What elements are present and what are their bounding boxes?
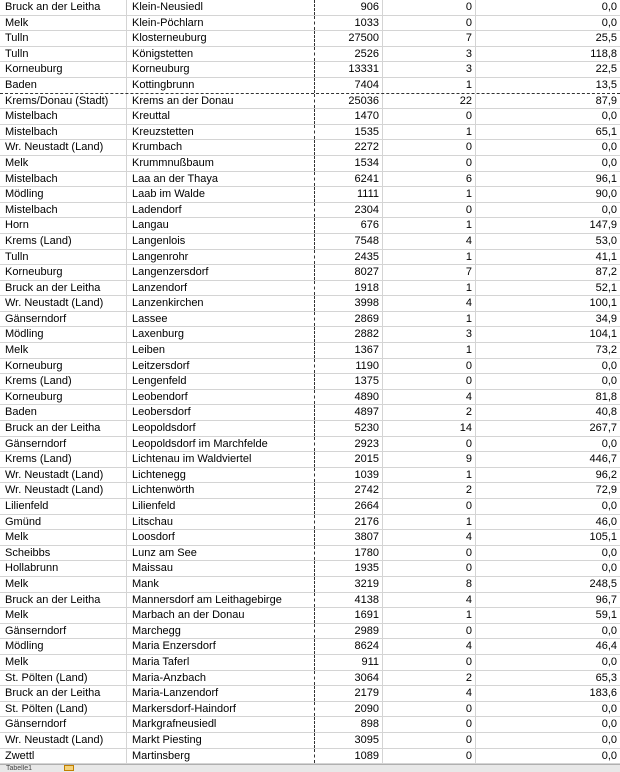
district-cell[interactable]: Mödling (0, 327, 127, 342)
population-cell[interactable]: 906 (315, 0, 383, 15)
district-cell[interactable]: Gänserndorf (0, 312, 127, 327)
rate-cell[interactable]: 65,1 (595, 125, 617, 138)
cases-cell[interactable]: 9 (383, 452, 476, 467)
cases-cell[interactable]: 0 (383, 561, 476, 576)
population-cell[interactable]: 2664 (315, 499, 383, 514)
cases-cell[interactable]: 4 (383, 593, 476, 608)
rate-cell[interactable]: 72,9 (595, 484, 617, 497)
rate-cell[interactable]: 446,7 (589, 453, 617, 466)
municipality-cell[interactable]: Lanzendorf (127, 281, 315, 296)
table-row (0, 468, 620, 484)
cases-cell[interactable]: 0 (383, 109, 476, 124)
table-row (0, 296, 620, 312)
rate-cell[interactable]: 96,1 (595, 172, 617, 185)
municipality-cell[interactable]: Mank (127, 577, 315, 592)
population-cell[interactable]: 2923 (315, 437, 383, 452)
municipality-cell[interactable]: Maissau (127, 561, 315, 576)
rate-cell[interactable]: 0,0 (601, 16, 617, 29)
rate-cell[interactable]: 96,2 (595, 468, 617, 481)
municipality-cell[interactable]: Lichtenwörth (127, 483, 315, 498)
district-cell[interactable]: Melk (0, 343, 127, 358)
cases-cell[interactable]: 0 (383, 733, 476, 748)
table-row (0, 530, 620, 546)
district-cell[interactable]: St. Pölten (Land) (0, 702, 127, 717)
table-row (0, 343, 620, 359)
population-cell[interactable]: 1089 (315, 749, 383, 764)
table-row (0, 47, 620, 63)
municipality-cell[interactable]: Martinsberg (127, 749, 315, 764)
municipality-cell[interactable]: Lichtenegg (127, 468, 315, 483)
cases-cell[interactable]: 1 (383, 312, 476, 327)
district-cell[interactable]: Melk (0, 16, 127, 31)
table-row (0, 499, 620, 515)
table-row (0, 733, 620, 749)
population-cell[interactable]: 2304 (315, 203, 383, 218)
table-row (0, 359, 620, 375)
municipality-cell[interactable]: Leitzersdorf (127, 359, 315, 374)
rate-cell[interactable]: 90,0 (595, 188, 617, 201)
table-row (0, 702, 620, 718)
population-cell[interactable]: 1470 (315, 109, 383, 124)
table-row (0, 94, 620, 110)
municipality-cell[interactable]: Königstetten (127, 47, 315, 62)
cases-cell[interactable]: 0 (383, 717, 476, 732)
table-row (0, 0, 620, 16)
sheet-tab-active[interactable]: Tabelle1 (6, 765, 33, 772)
table-row (0, 655, 620, 671)
table-row (0, 390, 620, 406)
municipality-cell[interactable]: Maria Taferl (127, 655, 315, 670)
table-row (0, 281, 620, 297)
population-cell[interactable]: 1039 (315, 468, 383, 483)
population-cell[interactable]: 2869 (315, 312, 383, 327)
municipality-cell[interactable]: Laab im Walde (127, 187, 315, 202)
district-cell[interactable]: Baden (0, 405, 127, 420)
rate-cell[interactable]: 267,7 (589, 422, 617, 435)
table-row (0, 327, 620, 343)
rate-cell[interactable]: 40,8 (595, 406, 617, 419)
municipality-cell[interactable]: Maria Enzersdorf (127, 639, 315, 654)
table-row (0, 686, 620, 702)
table-row (0, 561, 620, 577)
district-cell[interactable]: Zwettl (0, 749, 127, 764)
population-cell[interactable]: 13331 (315, 62, 383, 77)
cases-cell[interactable]: 0 (383, 359, 476, 374)
municipality-cell[interactable]: Korneuburg (127, 62, 315, 77)
cases-cell[interactable]: 4 (383, 296, 476, 311)
district-cell[interactable]: Wr. Neustadt (Land) (0, 733, 127, 748)
population-cell[interactable]: 2435 (315, 250, 383, 265)
cases-cell[interactable]: 0 (383, 140, 476, 155)
rate-cell[interactable]: 118,8 (590, 47, 617, 60)
district-cell[interactable]: Wr. Neustadt (Land) (0, 296, 127, 311)
population-cell[interactable]: 4897 (315, 405, 383, 420)
rate-cell[interactable]: 59,1 (595, 609, 617, 622)
table-row (0, 593, 620, 609)
rate-cell[interactable]: 0,0 (601, 375, 617, 388)
district-cell[interactable]: Mistelbach (0, 172, 127, 187)
rate-cell[interactable]: 87,2 (595, 266, 617, 279)
cases-cell[interactable]: 1 (383, 250, 476, 265)
municipality-cell[interactable]: Lichtenau im Waldviertel (127, 452, 315, 467)
rate-cell[interactable]: 0,0 (601, 141, 617, 154)
table-row (0, 140, 620, 156)
cases-cell[interactable]: 7 (383, 265, 476, 280)
table-row (0, 78, 620, 94)
rate-cell[interactable]: 0,0 (601, 500, 617, 512)
municipality-cell[interactable]: Markt Piesting (127, 733, 315, 748)
population-cell[interactable]: 27500 (315, 31, 383, 46)
rate-cell[interactable]: 0,0 (601, 702, 617, 715)
rate-cell[interactable]: 0,0 (601, 1, 617, 13)
population-cell[interactable]: 3095 (315, 733, 383, 748)
district-cell[interactable]: Mistelbach (0, 203, 127, 218)
cases-cell[interactable]: 2 (383, 483, 476, 498)
table-row (0, 749, 620, 765)
municipality-cell[interactable]: Klein-Pöchlarn (127, 16, 315, 31)
table-row (0, 546, 620, 562)
rate-cell[interactable]: 52,1 (595, 281, 617, 294)
rate-cell[interactable]: 46,0 (595, 515, 617, 528)
cases-cell[interactable]: 4 (383, 686, 476, 701)
cases-cell[interactable]: 2 (383, 405, 476, 420)
rate-cell[interactable]: 0,0 (601, 156, 617, 169)
district-cell[interactable]: Wr. Neustadt (Land) (0, 140, 127, 155)
municipality-cell[interactable]: Maria-Lanzendorf (127, 686, 315, 701)
rate-cell[interactable]: 0,0 (601, 110, 617, 123)
cases-cell[interactable]: 0 (383, 655, 476, 670)
district-cell[interactable]: Gänserndorf (0, 437, 127, 452)
municipality-cell[interactable]: Leobersdorf (127, 405, 315, 420)
population-cell[interactable]: 1534 (315, 156, 383, 171)
district-cell[interactable]: Bruck an der Leitha (0, 686, 127, 701)
table-row (0, 624, 620, 640)
rate-cell[interactable]: 0,0 (601, 203, 617, 216)
municipality-cell[interactable]: Langenrohr (127, 250, 315, 265)
rate-cell[interactable]: 0,0 (601, 655, 617, 668)
table-row (0, 452, 620, 468)
population-cell[interactable]: 898 (315, 717, 383, 732)
rate-cell[interactable]: 105,1 (589, 531, 617, 544)
municipality-cell[interactable]: Mannersdorf am Leithagebirge (127, 593, 315, 608)
population-cell[interactable]: 2090 (315, 702, 383, 717)
table-row (0, 437, 620, 453)
municipality-cell[interactable]: Langenlois (127, 234, 315, 249)
district-cell[interactable]: Wr. Neustadt (Land) (0, 483, 127, 498)
district-cell[interactable]: Bruck an der Leitha (0, 281, 127, 296)
district-cell[interactable]: Bruck an der Leitha (0, 421, 127, 436)
cases-cell[interactable]: 8 (383, 577, 476, 592)
municipality-cell[interactable]: Lilienfeld (127, 499, 315, 514)
district-cell[interactable]: Mödling (0, 187, 127, 202)
municipality-cell[interactable]: Lassee (127, 312, 315, 327)
rate-cell[interactable]: 73,2 (595, 344, 617, 357)
rate-cell[interactable]: 87,9 (595, 94, 617, 107)
cases-cell[interactable]: 0 (383, 0, 476, 15)
table-row (0, 421, 620, 437)
cases-cell[interactable]: 1 (383, 187, 476, 202)
district-cell[interactable]: Bruck an der Leitha (0, 0, 127, 15)
rate-cell[interactable]: 183,6 (589, 687, 617, 700)
table-row (0, 577, 620, 593)
municipality-cell[interactable]: Ladendorf (127, 203, 315, 218)
district-cell[interactable]: St. Pölten (Land) (0, 671, 127, 686)
cases-cell[interactable]: 1 (383, 515, 476, 530)
cases-cell[interactable]: 3 (383, 327, 476, 342)
population-cell[interactable]: 7404 (315, 78, 383, 93)
cases-cell[interactable]: 1 (383, 125, 476, 140)
table-row (0, 671, 620, 687)
population-cell[interactable]: 1190 (315, 359, 383, 374)
cases-cell[interactable]: 6 (383, 172, 476, 187)
rate-cell[interactable]: 0,0 (601, 546, 617, 559)
district-cell[interactable]: Hollabrunn (0, 561, 127, 576)
rate-cell[interactable]: 53,0 (595, 234, 617, 247)
district-cell[interactable]: Gänserndorf (0, 624, 127, 639)
population-cell[interactable]: 3998 (315, 296, 383, 311)
district-cell[interactable]: Krems (Land) (0, 374, 127, 389)
cases-cell[interactable]: 3 (383, 62, 476, 77)
population-cell[interactable]: 4890 (315, 390, 383, 405)
district-cell[interactable]: Tulln (0, 250, 127, 265)
district-cell[interactable]: Korneuburg (0, 62, 127, 77)
cases-cell[interactable]: 0 (383, 702, 476, 717)
cases-cell[interactable]: 7 (383, 31, 476, 46)
district-cell[interactable]: Korneuburg (0, 265, 127, 280)
rate-cell[interactable]: 248,5 (589, 577, 617, 590)
insert-sheet-icon[interactable] (64, 765, 74, 771)
cases-cell[interactable]: 0 (383, 156, 476, 171)
municipality-cell[interactable]: Leopoldsdorf im Marchfelde (127, 437, 315, 452)
municipality-cell[interactable]: Marbach an der Donau (127, 608, 315, 623)
cases-cell[interactable]: 0 (383, 203, 476, 218)
rate-cell[interactable]: 0,0 (601, 733, 617, 746)
municipality-cell[interactable]: Lunz am See (127, 546, 315, 561)
population-cell[interactable]: 25036 (315, 94, 383, 109)
district-cell[interactable]: Mistelbach (0, 109, 127, 124)
cases-cell[interactable]: 1 (383, 343, 476, 358)
population-cell[interactable]: 2176 (315, 515, 383, 530)
district-cell[interactable]: Tulln (0, 31, 127, 46)
population-cell[interactable]: 8624 (315, 639, 383, 654)
municipality-cell[interactable]: Klein-Neusiedl (127, 0, 315, 15)
municipality-cell[interactable]: Kottingbrunn (127, 78, 315, 93)
cases-cell[interactable]: 1 (383, 608, 476, 623)
population-cell[interactable]: 2882 (315, 327, 383, 342)
district-cell[interactable]: Melk (0, 156, 127, 171)
population-cell[interactable]: 1111 (315, 187, 383, 202)
rate-cell[interactable]: 0,0 (601, 437, 617, 450)
cases-cell[interactable]: 0 (383, 437, 476, 452)
rate-cell[interactable]: 0,0 (601, 359, 617, 372)
rate-cell[interactable]: 100,1 (589, 297, 617, 310)
rate-cell[interactable]: 0,0 (601, 562, 617, 575)
table-row (0, 125, 620, 141)
district-cell[interactable]: Korneuburg (0, 359, 127, 374)
population-cell[interactable]: 1918 (315, 281, 383, 296)
district-cell[interactable]: Gänserndorf (0, 717, 127, 732)
cases-cell[interactable]: 4 (383, 390, 476, 405)
district-cell[interactable]: Lilienfeld (0, 499, 127, 514)
municipality-cell[interactable]: Maria-Anzbach (127, 671, 315, 686)
rate-cell[interactable]: 13,5 (595, 78, 617, 91)
district-cell[interactable]: Gmünd (0, 515, 127, 530)
population-cell[interactable]: 8027 (315, 265, 383, 280)
table-row (0, 16, 620, 32)
municipality-cell[interactable]: Kreuzstetten (127, 125, 315, 140)
table-row (0, 312, 620, 328)
population-cell[interactable]: 3219 (315, 577, 383, 592)
population-cell[interactable]: 2526 (315, 47, 383, 62)
table-row (0, 639, 620, 655)
population-cell[interactable]: 3807 (315, 530, 383, 545)
district-cell[interactable]: Mistelbach (0, 125, 127, 140)
cases-cell[interactable]: 0 (383, 499, 476, 514)
table-row (0, 31, 620, 47)
table-row (0, 62, 620, 78)
rate-cell[interactable]: 65,3 (595, 671, 617, 684)
population-cell[interactable]: 2179 (315, 686, 383, 701)
table-row (0, 717, 620, 733)
municipality-cell[interactable]: Krummnußbaum (127, 156, 315, 171)
district-cell[interactable]: Krems (Land) (0, 234, 127, 249)
rate-cell[interactable]: 147,9 (589, 219, 617, 232)
population-cell[interactable]: 1935 (315, 561, 383, 576)
rate-cell[interactable]: 96,7 (595, 593, 617, 606)
district-cell[interactable]: Krems (Land) (0, 452, 127, 467)
table-row (0, 250, 620, 266)
population-cell[interactable]: 1367 (315, 343, 383, 358)
cases-cell[interactable]: 0 (383, 749, 476, 764)
population-cell[interactable]: 1780 (315, 546, 383, 561)
rate-cell[interactable]: 104,1 (589, 328, 617, 341)
table-row (0, 515, 620, 531)
population-cell[interactable]: 6241 (315, 172, 383, 187)
cases-cell[interactable]: 2 (383, 671, 476, 686)
rate-cell[interactable]: 0,0 (601, 718, 617, 731)
district-cell[interactable]: Horn (0, 218, 127, 233)
population-cell[interactable]: 911 (315, 655, 383, 670)
table-row (0, 374, 620, 390)
municipality-cell[interactable]: Markgrafneusiedl (127, 717, 315, 732)
table-row (0, 156, 620, 172)
table-row (0, 608, 620, 624)
district-cell[interactable]: Tulln (0, 47, 127, 62)
cases-cell[interactable]: 4 (383, 234, 476, 249)
municipality-cell[interactable]: Langenzersdorf (127, 265, 315, 280)
municipality-cell[interactable]: Klosterneuburg (127, 31, 315, 46)
rate-cell[interactable]: 46,4 (595, 640, 617, 653)
municipality-cell[interactable]: Leobendorf (127, 390, 315, 405)
municipality-cell[interactable]: Leopoldsdorf (127, 421, 315, 436)
table-row (0, 187, 620, 203)
population-cell[interactable]: 5230 (315, 421, 383, 436)
district-cell[interactable]: Krems/Donau (Stadt) (0, 94, 127, 109)
rate-cell[interactable]: 81,8 (595, 390, 617, 403)
municipality-cell[interactable]: Litschau (127, 515, 315, 530)
population-cell[interactable]: 2742 (315, 483, 383, 498)
district-cell[interactable]: Baden (0, 78, 127, 93)
population-cell[interactable]: 4138 (315, 593, 383, 608)
table-row (0, 483, 620, 499)
population-cell[interactable]: 1691 (315, 608, 383, 623)
population-cell[interactable]: 2015 (315, 452, 383, 467)
district-cell[interactable]: Melk (0, 577, 127, 592)
table-row (0, 203, 620, 219)
cases-cell[interactable]: 1 (383, 468, 476, 483)
district-cell[interactable]: Melk (0, 655, 127, 670)
municipality-cell[interactable]: Leiben (127, 343, 315, 358)
table-row (0, 234, 620, 250)
population-cell[interactable]: 1375 (315, 374, 383, 389)
cases-cell[interactable]: 4 (383, 530, 476, 545)
district-cell[interactable]: Melk (0, 530, 127, 545)
municipality-cell[interactable]: Lengenfeld (127, 374, 315, 389)
population-cell[interactable]: 676 (315, 218, 383, 233)
municipality-cell[interactable]: Kreuttal (127, 109, 315, 124)
cases-cell[interactable]: 1 (383, 78, 476, 93)
district-cell[interactable]: Melk (0, 608, 127, 623)
municipality-cell[interactable]: Laxenburg (127, 327, 315, 342)
table-row (0, 109, 620, 125)
table-row (0, 265, 620, 281)
cases-cell[interactable]: 0 (383, 624, 476, 639)
district-cell[interactable]: Mödling (0, 639, 127, 654)
municipality-cell[interactable]: Markersdorf-Haindorf (127, 702, 315, 717)
cases-cell[interactable]: 14 (383, 421, 476, 436)
rate-cell[interactable]: 34,9 (595, 312, 617, 325)
rate-cell[interactable]: 25,5 (595, 32, 617, 45)
municipality-cell[interactable]: Loosdorf (127, 530, 315, 545)
district-cell[interactable]: Bruck an der Leitha (0, 593, 127, 608)
cases-cell[interactable]: 22 (383, 94, 476, 109)
cases-cell[interactable]: 1 (383, 281, 476, 296)
population-cell[interactable]: 3064 (315, 671, 383, 686)
municipality-cell[interactable]: Krumbach (127, 140, 315, 155)
population-cell[interactable]: 1535 (315, 125, 383, 140)
cases-cell[interactable]: 0 (383, 374, 476, 389)
municipality-cell[interactable]: Laa an der Thaya (127, 172, 315, 187)
table-row (0, 218, 620, 234)
municipality-cell[interactable]: Langau (127, 218, 315, 233)
population-cell[interactable]: 7548 (315, 234, 383, 249)
rate-cell[interactable]: 0,0 (601, 749, 617, 762)
table-row (0, 405, 620, 421)
rate-cell[interactable]: 41,1 (595, 250, 617, 263)
rate-cell[interactable]: 0,0 (601, 624, 617, 637)
district-cell[interactable]: Scheibbs (0, 546, 127, 561)
population-cell[interactable]: 2272 (315, 140, 383, 155)
cases-cell[interactable]: 1 (383, 218, 476, 233)
municipality-cell[interactable]: Krems an der Donau (127, 94, 315, 109)
cases-cell[interactable]: 4 (383, 639, 476, 654)
population-cell[interactable]: 1033 (315, 16, 383, 31)
table-row (0, 172, 620, 188)
cases-cell[interactable]: 0 (383, 16, 476, 31)
municipality-cell[interactable]: Lanzenkirchen (127, 296, 315, 311)
rate-cell[interactable]: 22,5 (595, 63, 617, 76)
district-cell[interactable]: Korneuburg (0, 390, 127, 405)
cases-cell[interactable]: 0 (383, 546, 476, 561)
population-cell[interactable]: 2989 (315, 624, 383, 639)
district-cell[interactable]: Wr. Neustadt (Land) (0, 468, 127, 483)
municipality-cell[interactable]: Marchegg (127, 624, 315, 639)
cases-cell[interactable]: 3 (383, 47, 476, 62)
